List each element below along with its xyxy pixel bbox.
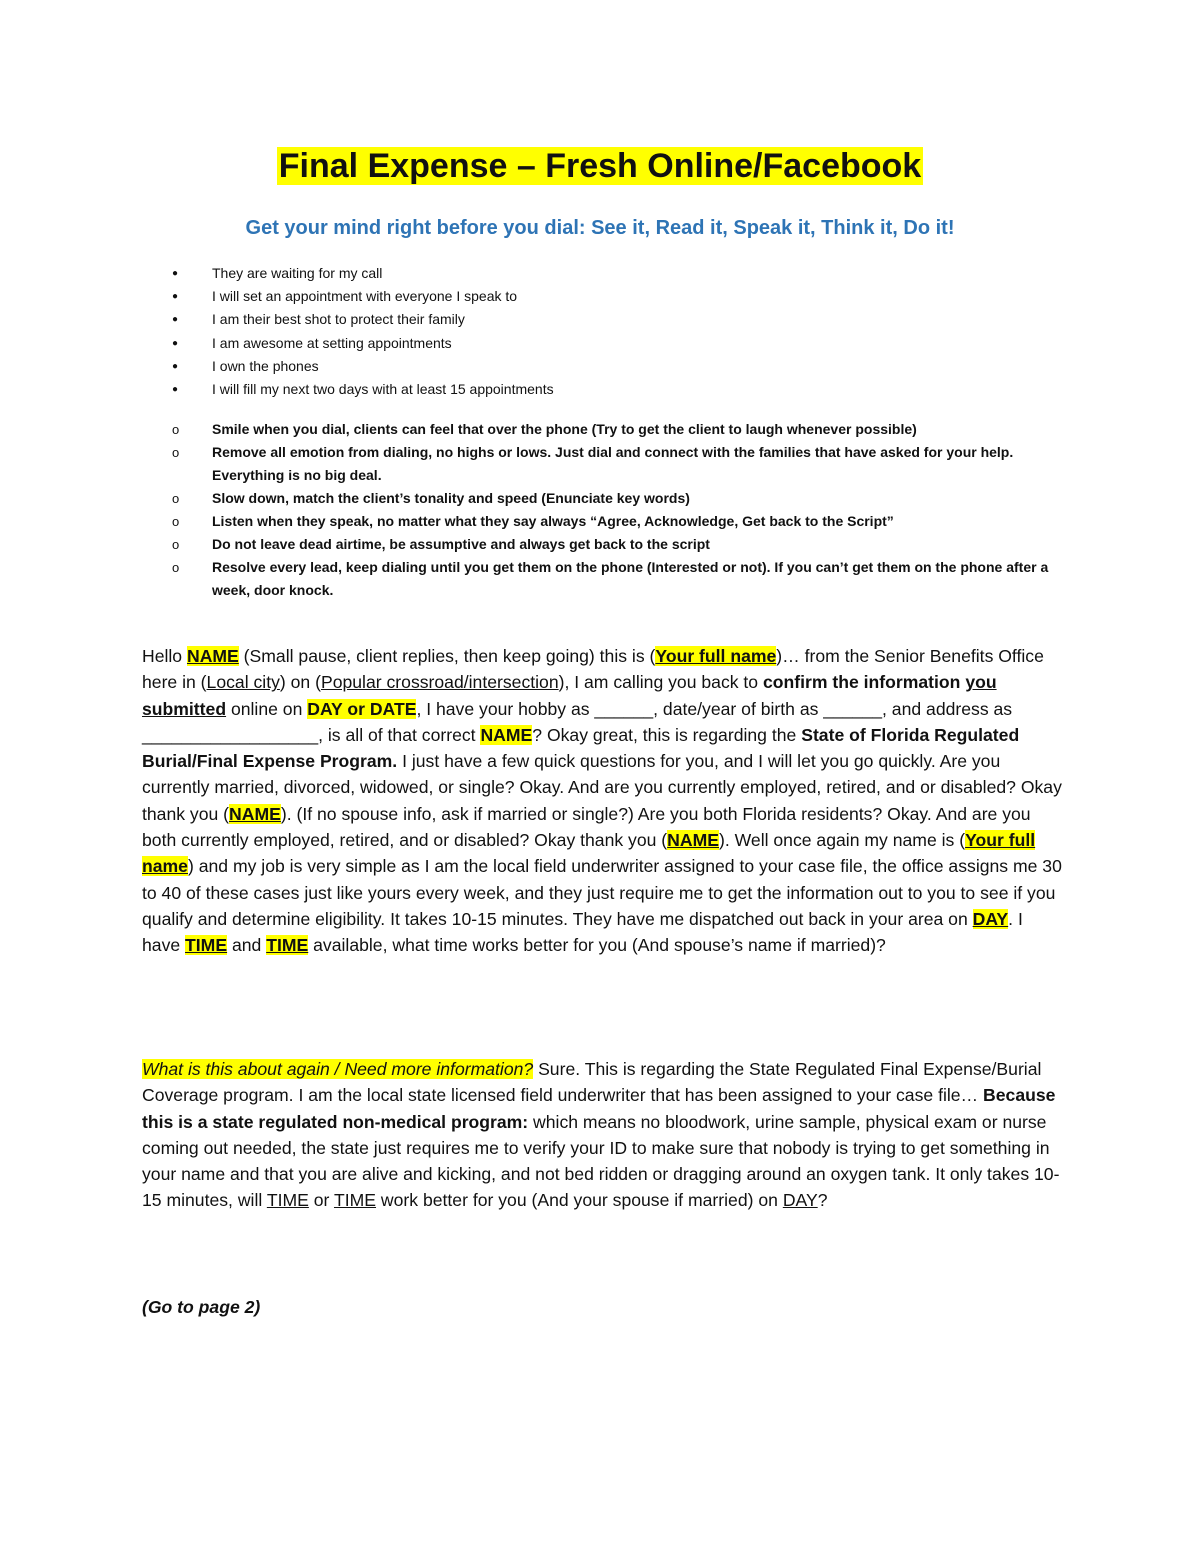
highlighted-text: NAME	[480, 724, 533, 745]
highlighted-text: TIME	[266, 1190, 309, 1211]
list-item: o Remove all emotion from dialing, no highs or lows. Just dial and connect with the families that have asked for your help. Everything is no big deal.	[172, 441, 1072, 487]
text-run: work better for you (And your spouse if married) on	[376, 1190, 783, 1211]
circle-bullet-icon: o	[172, 537, 180, 552]
script-paragraph-intro	[142, 643, 1064, 959]
bullet-icon: ●	[172, 291, 179, 303]
list-item: o Slow down, match the client’s tonality and speed (Enunciate key words)	[172, 487, 1072, 510]
highlighted-text: DAY or DATE	[307, 698, 417, 719]
highlighted-text: TIME	[333, 1190, 377, 1211]
highlighted-text: confirm the information	[762, 672, 966, 693]
list-item: ● I own the phones	[172, 355, 1072, 378]
text-run: (Small pause, client replies, then keep going) this is (	[238, 646, 656, 666]
highlighted-text: Because this is a state regulated non-medical program:	[142, 1085, 1056, 1132]
text-run: ). Well once again my name is (	[718, 830, 966, 851]
text-run: . I have	[142, 908, 1023, 956]
highlighted-text: NAME	[186, 646, 239, 666]
highlighted-text: Your full name	[142, 830, 1036, 877]
circle-bullet-icon: o	[172, 422, 180, 437]
text-run: I just have a few quick questions for you, and I will let you go quickly. Are you currently married, divorced, widowed, or single? Okay. And are you currently employed, retired, and or disabled? Okay thank you (	[142, 751, 1062, 824]
text-run: which means no bloodwork, urine sample, physical exam or nurse coming out needed, the state just requires me to verify your ID to make sure that nobody is trying to get something in your name and that you are alive and kicking, and not bed ridden or dragging around an oxygen tank. It only takes 10-15 minutes, will	[142, 1111, 1060, 1211]
text-run: ) on (	[279, 672, 321, 693]
list-item: ● I will set an appointment with everyone I speak to	[172, 285, 1072, 308]
list-item: ● I am their best shot to protect their family	[172, 308, 1072, 331]
text-run: )… from the Senior Benefits Office here in (	[142, 646, 1044, 693]
bullet-icon: ●	[172, 384, 179, 396]
circle-bullet-icon: o	[172, 445, 180, 460]
list-item: o Do not leave dead airtime, be assumptive and always get back to the script	[172, 533, 1072, 556]
list-item: ● I will fill my next two days with at least 15 appointments	[172, 378, 1072, 401]
highlighted-text: State of Florida Regulated Burial/Final Expense Program.	[142, 724, 1020, 772]
page-footer-note: (Go to page 2)	[142, 1297, 261, 1317]
bullet-icon: ●	[172, 268, 179, 279]
text-run: ? Okay great, this is regarding the	[532, 724, 802, 745]
highlighted-text: you submitted	[142, 672, 997, 719]
bullet-icon: ●	[172, 314, 179, 326]
dialing-tips-list	[172, 418, 1072, 602]
circle-bullet-icon: o	[172, 514, 180, 529]
document-title: Final Expense – Fresh Online/Facebook	[278, 147, 922, 185]
circle-bullet-icon: o	[172, 491, 180, 506]
list-item: o Listen when they speak, no matter what they say always “Agree, Acknowledge, Get back to the Script”	[172, 510, 1072, 533]
text-run: ). (If no spouse info, ask if married or single?) Are you both Florida residents? Okay. And are you both currently employed, retired, and or disabled? Okay thank you (	[142, 803, 1031, 851]
text-run: Sure. This is regarding the State Regulated Final Expense/Burial Coverage program. I am the local state licensed field underwriter that has been assigned to your case file…	[142, 1059, 1042, 1106]
highlighted-text: NAME	[229, 803, 281, 824]
text-run: ), I am calling you back to	[558, 672, 763, 693]
text-run: or	[308, 1190, 334, 1211]
highlighted-text: Local city	[206, 672, 280, 693]
highlighted-text: TIME	[266, 935, 309, 956]
highlighted-text: What is this about again / Need more information?	[142, 1059, 534, 1079]
text-run: , I have your hobby as ______, date/year of birth as ______, and address as __________________, is all of that correct	[142, 698, 1013, 745]
highlighted-text: Popular crossroad/intersection	[320, 672, 559, 693]
text-run: and	[227, 935, 267, 956]
highlighted-text: DAY	[782, 1190, 818, 1211]
list-item: o Resolve every lead, keep dialing until you get them on the phone (Interested or not). If you can’t get them on the phone after a week, door knock.	[172, 556, 1072, 602]
list-item: ● They are waiting for my call	[172, 262, 1072, 285]
bullet-icon: ●	[172, 337, 179, 349]
list-item: o Smile when you dial, clients can feel that over the phone (Try to get the client to laugh whenever possible)	[172, 418, 1072, 441]
text-run: ) and my job is very simple as I am the local field underwriter assigned to your case file, the office assigns me 30 to 40 of these cases just like yours every week, and they just require me to get the information out to you to see if you qualify and determine eligibility. It takes 10-15 minutes. They have me dispatched out back in your area on	[142, 856, 1062, 929]
highlighted-text: Your full name	[655, 646, 777, 666]
bullet-icon: ●	[172, 360, 179, 372]
script-paragraph-more-info	[142, 1056, 1064, 1214]
highlighted-text: DAY	[972, 908, 1009, 929]
text-run: Hello	[142, 646, 187, 666]
highlighted-text: NAME	[667, 830, 719, 851]
affirmation-list	[172, 262, 1072, 401]
list-item: ● I am awesome at setting appointments	[172, 332, 1072, 355]
text-run: ?	[817, 1190, 828, 1211]
circle-bullet-icon: o	[172, 560, 180, 575]
text-run: available, what time works better for you (And spouse’s name if married)?	[308, 935, 886, 956]
document-subtitle: Get your mind right before you dial: See it, Read it, Speak it, Think it, Do it!	[245, 217, 955, 239]
text-run: online on	[226, 698, 308, 719]
highlighted-text: TIME	[185, 935, 228, 956]
